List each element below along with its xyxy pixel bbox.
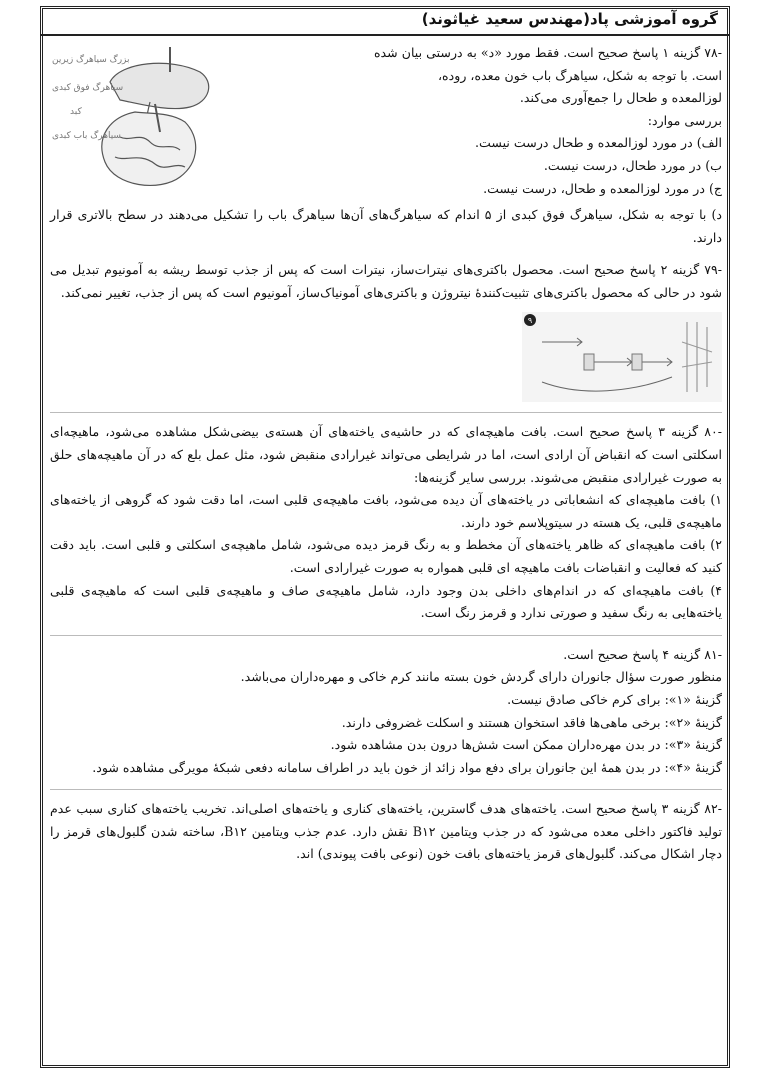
answer-key-content xyxy=(50,42,722,876)
q81-option-2: گزینهٔ «۲»: برخی ماهی‌ها فاقد استخوان هستند و اسکلت غضروفی دارند. xyxy=(341,714,722,730)
q78-line-3: لوزالمعده و طحال را جمع‌آوری می‌کند. xyxy=(519,90,722,106)
label-liver: کبد xyxy=(70,107,82,117)
answer-78 xyxy=(50,42,722,249)
q81-option-3: گزینهٔ «۳»: در بدن مهره‌داران ممکن است شش‌ها درون بدن مشاهده شود. xyxy=(330,737,722,753)
q80-option-4: ۴) بافت ماهیچه‌ای که در اندام‌های داخلی بدن وجود دارد، شامل ماهیچه‌ی صاف و ماهیچه‌ی قلبی است که ماهیچه‌ی قلبی یاخته‌هایی به رنگ سفید و صورتی ندارد و قرمز رنگ است. xyxy=(50,582,722,621)
label-hepatic-vein: سیاهرگ فوق کبدی xyxy=(52,83,124,93)
figure-badge-number: ۹ xyxy=(527,316,533,326)
q79-text: -۷۹ گزینه ۲ پاسخ صحیح است. محصول باکتری‌های نیترات‌ساز، نیترات است که پس از جذب توسط ریشه به آمونیوم تبدیل می شود در حالی که محصول باکتری‌های تثبیت‌کنندهٔ نیتروژن و باکتری‌های آمونیاک‌ساز، آمونیوم است که پس از جذب، تغییر نمی‌کند. xyxy=(50,262,722,300)
section-divider xyxy=(50,635,722,636)
label-inferior-vena-cava: بزرگ سیاهرگ زیرین xyxy=(52,55,130,65)
answer-80 xyxy=(50,421,722,624)
q81-sub: منظور صورت سؤال جانوران دارای گردش خون بسته مانند کرم خاکی و مهره‌داران می‌باشد. xyxy=(240,669,722,685)
liver-portal-vein-figure xyxy=(50,42,228,204)
page-title: گروه آموزشی پاد(مهندس سعید غیاثوند) xyxy=(421,10,718,28)
q82-text: -۸۲ گزینه ۳ پاسخ صحیح است. یاخته‌های هدف گاسترین، یاخته‌های کناری و یاخته‌های اصلی‌اند. تخریب یاخته‌های کناری سبب عدم تولید فاکتور داخلی معده می‌شود که در جذب ویتامین B۱۲ نقش دارد. عدم جذب ویتامین B۱۲، ساخته شدن گلبول‌های قرمز را دچار اشکال می‌کند. گلبول‌های قرمز یاخته‌های بافت خون (نوعی بافت پیوندی) اند. xyxy=(50,801,723,862)
section-divider xyxy=(50,412,722,413)
nitrogen-cycle-figure xyxy=(522,312,722,402)
q78-line-1: -۷۸ گزینه ۱ پاسخ صحیح است. فقط مورد «د» به درستی بیان شده xyxy=(373,45,722,60)
q80-option-2: ۲) بافت ماهیچه‌ای که ظاهر یاخته‌های آن مخطط و به رنگ قرمز دیده می‌شود، شامل ماهیچه‌ی اسکلتی و قلبی است. باید دقت کنید که فعالیت و انقباضات بافت ماهیچه ای قلبی همواره به صورت غیرارادی است. xyxy=(50,537,722,575)
answer-82 xyxy=(50,798,722,866)
q81-option-4: گزینهٔ «۴»: در بدن همهٔ این جانوران برای دفع مواد زائد از خون باید در اطراف سامانه دفعی شبکهٔ مویرگی مشاهده شود. xyxy=(92,759,722,775)
q78-line-6: ب) در مورد طحال، درست نیست. xyxy=(543,157,722,173)
q78-line-5: الف) در مورد لوزالمعده و طحال درست نیست. xyxy=(474,135,722,151)
q78-line-2: است. با توجه به شکل، سیاهرگ باب خون معده، روده، xyxy=(437,67,722,83)
q81-intro: -۸۱ گزینه ۴ پاسخ صحیح است. xyxy=(563,646,722,662)
q80-option-1: ۱) بافت ماهیچه‌ای که انشعاباتی در یاخته‌های آن دیده می‌شود، بافت ماهیچه‌ی قلبی است، اما دقت شود که گروهی از یاخته‌های ماهیچه‌ی قلبی، یک هسته در سیتوپلاسم خود دارند. xyxy=(50,492,722,530)
q80-intro: -۸۰ گزینه ۳ پاسخ صحیح است. بافت ماهیچه‌ای که در حاشیه‌ی یاخته‌های آن هسته‌ی بیضی‌شکل مشاهده می‌شود، ماهیچه‌ای اسکلتی است که انقباض آن ارادی است، اما در شرایطی می‌تواند غیرارادی منقبض شود، مثل عمل بلع که در آن ماهیچه‌های حلق به صورت غیرارادی منقبض می‌شوند. بررسی سایر گزینه‌ها: xyxy=(50,424,722,485)
answer-79 xyxy=(50,259,722,402)
q78-line-8: د) با توجه به شکل، سیاهرگ فوق کبدی از ۵ اندام که سیاهرگ‌های آن‌ها سیاهرگ باب را تشکیل می‌دهند در سطح بالاتری قرار دارند. xyxy=(50,207,722,245)
q81-option-1: گزینهٔ «۱»: برای کرم خاکی صادق نیست. xyxy=(507,691,722,707)
q78-line-7: ج) در مورد لوزالمعده و طحال، درست نیست. xyxy=(483,180,722,196)
label-portal-vein: سیاهرگ باب کبدی xyxy=(52,131,121,141)
answer-81 xyxy=(50,644,722,780)
q78-line-4: بررسی موارد: xyxy=(647,112,722,128)
page-header xyxy=(40,6,730,36)
section-divider xyxy=(50,789,722,790)
